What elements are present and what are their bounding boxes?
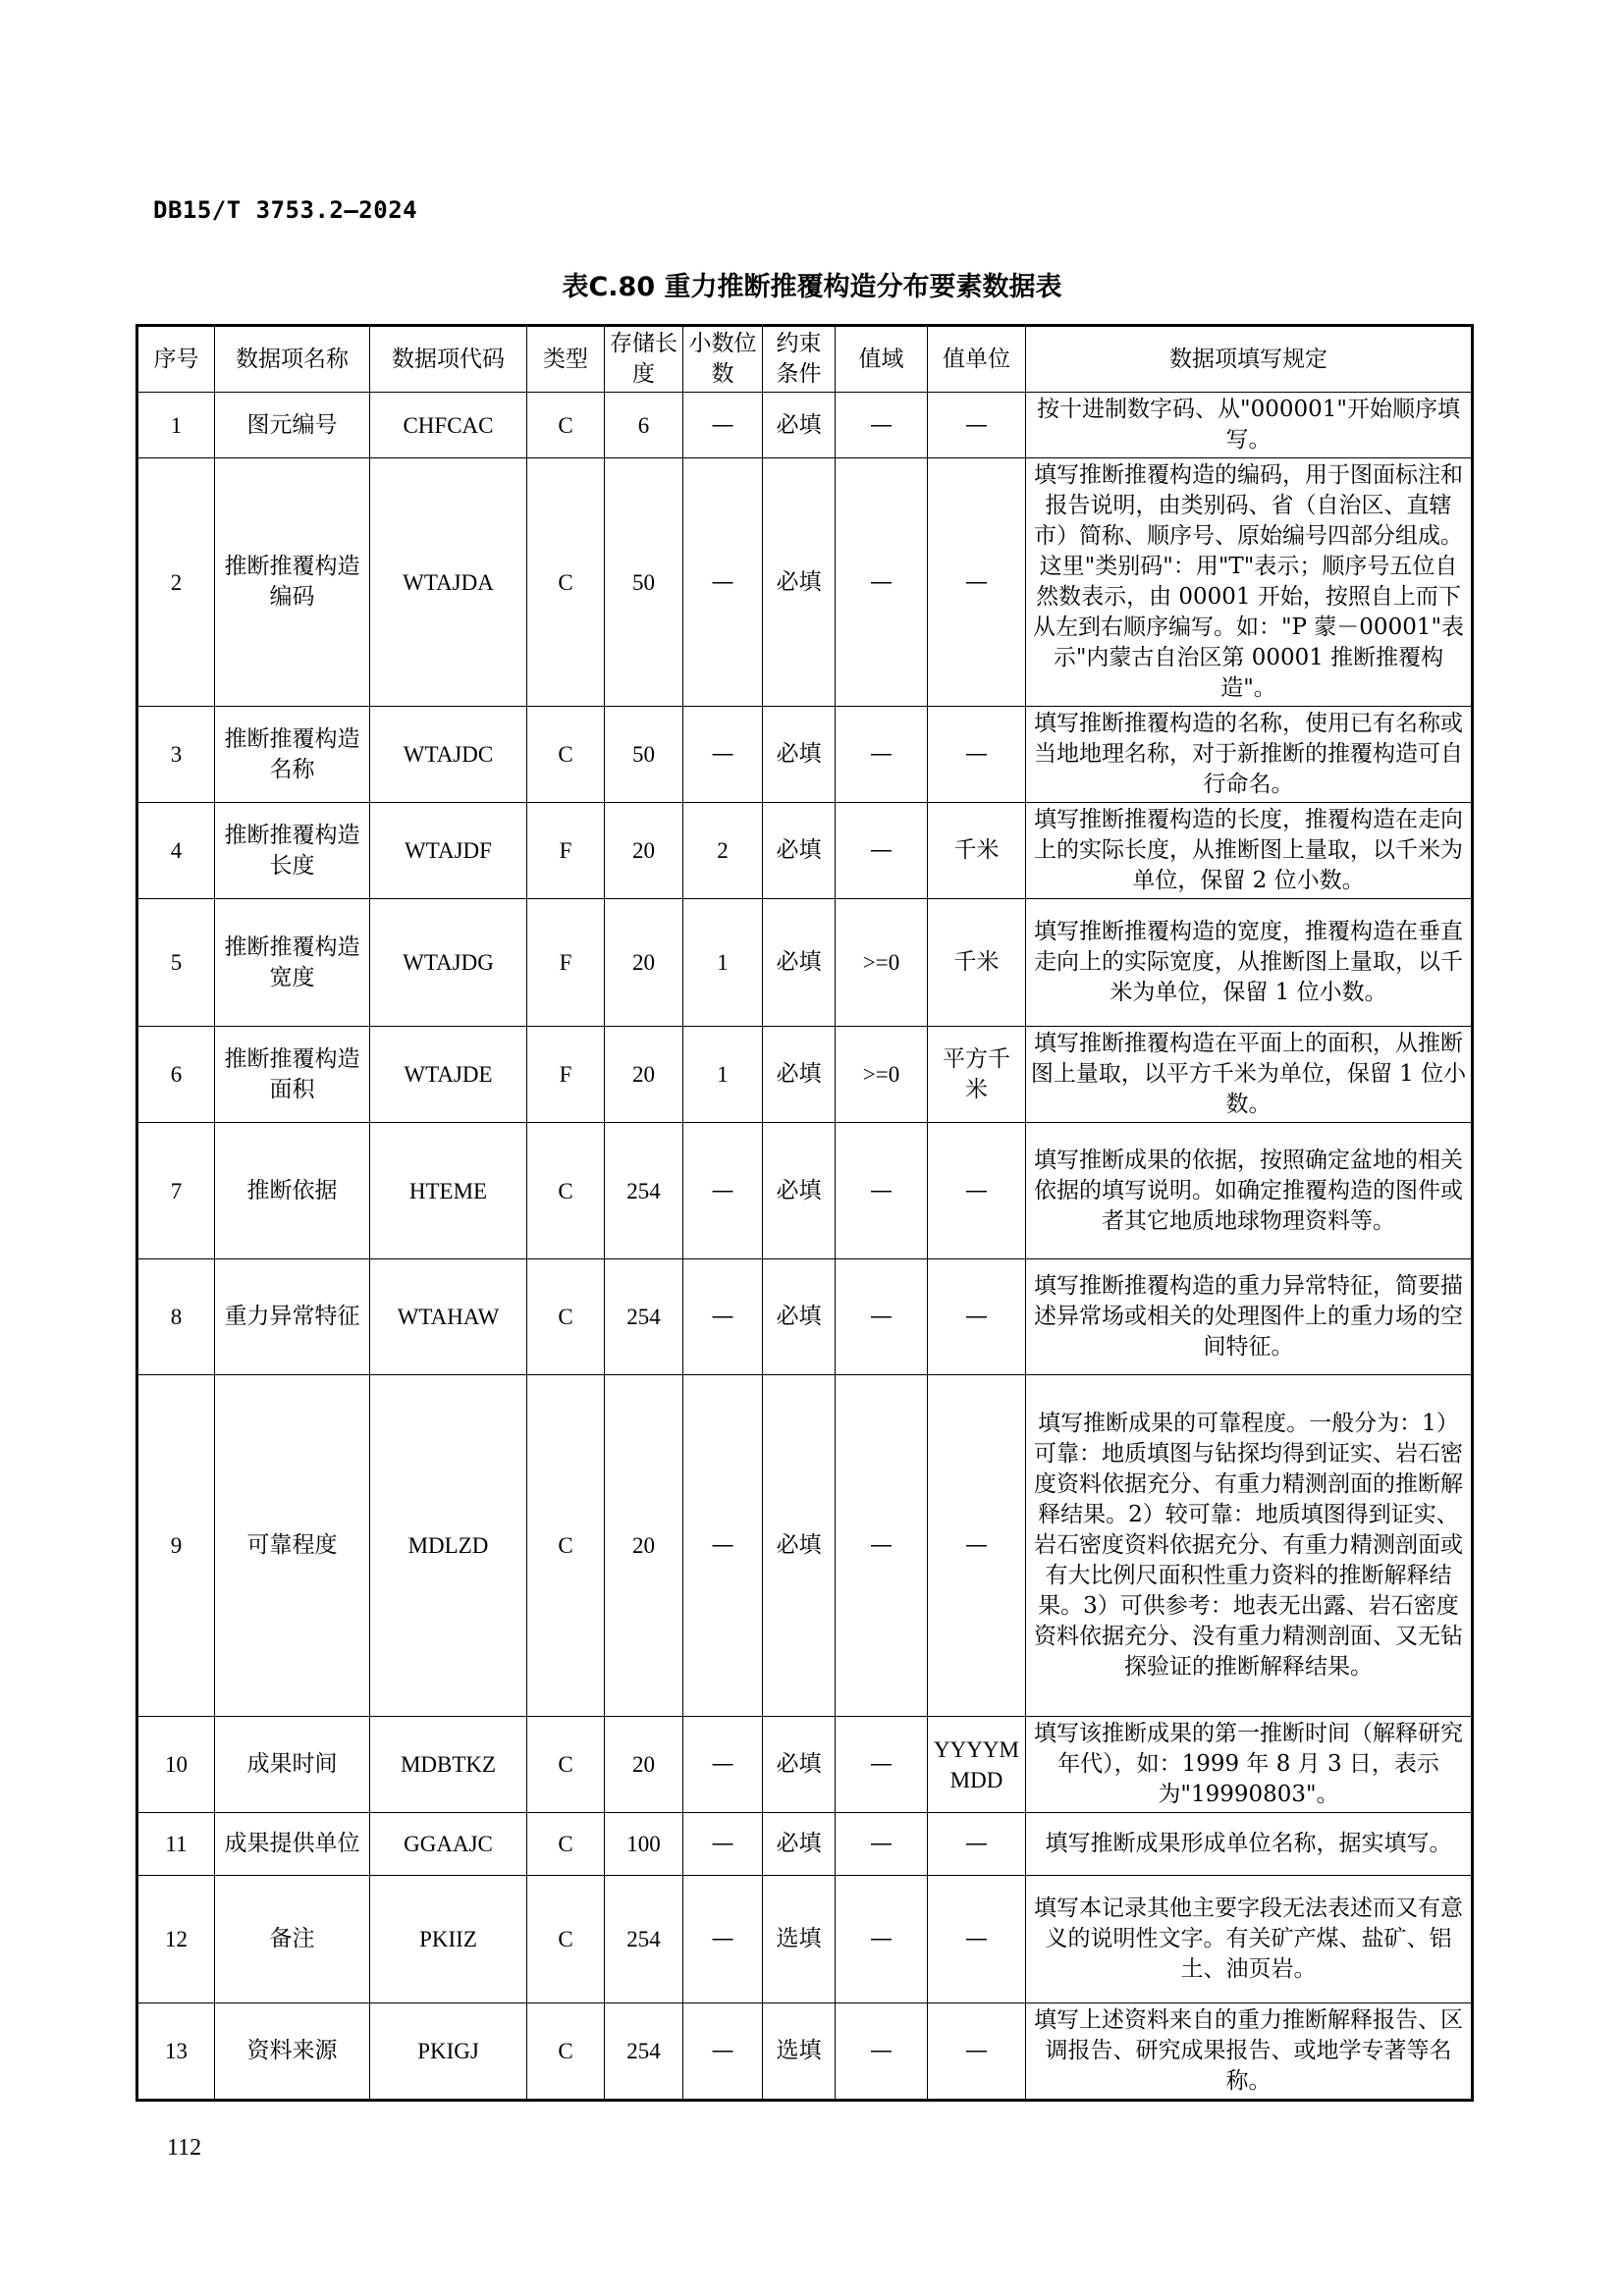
col-header-rule: 数据项填写规定 (1026, 326, 1473, 393)
cell-rule: 填写推断成果形成单位名称，据实填写。 (1026, 1813, 1473, 1876)
cell-no: 5 (137, 899, 215, 1027)
table-row (137, 803, 1473, 899)
cell-constraint: 必填 (763, 1813, 836, 1876)
cell-range: — (836, 1123, 928, 1259)
cell-constraint: 必填 (763, 803, 836, 899)
cell-unit: 千米 (928, 899, 1026, 1027)
cell-unit: — (928, 2003, 1026, 2101)
cell-no: 2 (137, 458, 215, 707)
col-header-decimals: 小数位数 (683, 326, 763, 393)
cell-rule: 填写本记录其他主要字段无法表述而又有意义的说明性文字。有关矿产煤、盐矿、铝土、油页岩。 (1026, 1876, 1473, 2003)
cell-type: C (527, 2003, 605, 2101)
document-code: DB15/T 3753.2—2024 (153, 196, 418, 224)
cell-range: — (836, 803, 928, 899)
cell-decimals: 1 (683, 899, 763, 1027)
cell-code: MDBTKZ (370, 1717, 527, 1813)
cell-type: C (527, 1375, 605, 1717)
table-row (137, 1027, 1473, 1123)
cell-rule: 填写推断推覆构造的名称，使用已有名称或当地地理名称，对于新推断的推覆构造可自行命名。 (1026, 707, 1473, 803)
cell-constraint: 必填 (763, 393, 836, 458)
table-row (137, 458, 1473, 707)
cell-code: WTAJDE (370, 1027, 527, 1123)
cell-code: WTAJDC (370, 707, 527, 803)
cell-code: WTAJDF (370, 803, 527, 899)
col-header-length: 存储长度 (605, 326, 683, 393)
cell-decimals: — (683, 458, 763, 707)
col-header-unit: 值单位 (928, 326, 1026, 393)
cell-name: 图元编号 (215, 393, 370, 458)
cell-constraint: 必填 (763, 1259, 836, 1375)
cell-decimals: — (683, 1375, 763, 1717)
cell-name: 推断推覆构造名称 (215, 707, 370, 803)
cell-rule: 填写推断推覆构造的编码，用于图面标注和报告说明，由类别码、省（自治区、直辖市）简称、顺序号、原始编号四部分组成。这里"类别码"：用"T"表示；顺序号五位自然数表示，由 00001 开始，按照自上而下从左到右顺序编写。如："P 蒙－00001"表示"内蒙古自治区第 00001 推断推覆构造"。 (1026, 458, 1473, 707)
cell-type: F (527, 899, 605, 1027)
cell-length: 50 (605, 707, 683, 803)
cell-unit: — (928, 1375, 1026, 1717)
cell-no: 6 (137, 1027, 215, 1123)
cell-code: GGAAJC (370, 1813, 527, 1876)
cell-rule: 填写上述资料来自的重力推断解释报告、区调报告、研究成果报告、或地学专著等名称。 (1026, 2003, 1473, 2101)
cell-length: 254 (605, 1259, 683, 1375)
cell-length: 20 (605, 803, 683, 899)
table-row (137, 899, 1473, 1027)
table-row (137, 1876, 1473, 2003)
data-spec-table (135, 324, 1474, 2102)
cell-decimals: — (683, 2003, 763, 2101)
cell-name: 成果提供单位 (215, 1813, 370, 1876)
col-header-range: 值域 (836, 326, 928, 393)
cell-type: C (527, 1813, 605, 1876)
cell-no: 1 (137, 393, 215, 458)
cell-name: 重力异常特征 (215, 1259, 370, 1375)
cell-constraint: 必填 (763, 1123, 836, 1259)
cell-unit: 平方千米 (928, 1027, 1026, 1123)
cell-code: PKIGJ (370, 2003, 527, 2101)
cell-range: — (836, 1876, 928, 2003)
col-header-no: 序号 (137, 326, 215, 393)
cell-type: C (527, 458, 605, 707)
table-row (137, 1717, 1473, 1813)
col-header-type: 类型 (527, 326, 605, 393)
cell-rule: 填写推断推覆构造的长度，推覆构造在走向上的实际长度，从推断图上量取，以千米为单位，保留 2 位小数。 (1026, 803, 1473, 899)
cell-type: C (527, 707, 605, 803)
cell-constraint: 必填 (763, 899, 836, 1027)
cell-unit: — (928, 707, 1026, 803)
table-row (137, 1259, 1473, 1375)
cell-name: 推断推覆构造长度 (215, 803, 370, 899)
cell-name: 推断推覆构造宽度 (215, 899, 370, 1027)
cell-length: 254 (605, 1123, 683, 1259)
cell-constraint: 选填 (763, 1876, 836, 2003)
cell-length: 50 (605, 458, 683, 707)
cell-decimals: — (683, 1123, 763, 1259)
cell-range: — (836, 707, 928, 803)
cell-range: — (836, 1375, 928, 1717)
cell-length: 20 (605, 1375, 683, 1717)
cell-unit: — (928, 1259, 1026, 1375)
cell-length: 254 (605, 1876, 683, 2003)
cell-decimals: — (683, 1259, 763, 1375)
cell-no: 12 (137, 1876, 215, 2003)
cell-name: 成果时间 (215, 1717, 370, 1813)
cell-length: 254 (605, 2003, 683, 2101)
cell-rule: 填写推断成果的依据，按照确定盆地的相关依据的填写说明。如确定推覆构造的图件或者其它地质地球物理资料等。 (1026, 1123, 1473, 1259)
cell-type: C (527, 393, 605, 458)
cell-range: — (836, 1717, 928, 1813)
col-header-constraint: 约束条件 (763, 326, 836, 393)
cell-code: WTAHAW (370, 1259, 527, 1375)
table-header-row (137, 326, 1473, 393)
cell-range: — (836, 1813, 928, 1876)
cell-no: 11 (137, 1813, 215, 1876)
cell-rule: 填写推断推覆构造在平面上的面积，从推断图上量取，以平方千米为单位，保留 1 位小数。 (1026, 1027, 1473, 1123)
cell-decimals: — (683, 1813, 763, 1876)
cell-rule: 填写该推断成果的第一推断时间（解释研究年代），如：1999 年 8 月 3 日，表示为"19990803"。 (1026, 1717, 1473, 1813)
cell-decimals: 1 (683, 1027, 763, 1123)
cell-code: PKIIZ (370, 1876, 527, 2003)
cell-decimals: — (683, 707, 763, 803)
cell-unit: 千米 (928, 803, 1026, 899)
cell-decimals: — (683, 1717, 763, 1813)
cell-name: 备注 (215, 1876, 370, 2003)
cell-no: 9 (137, 1375, 215, 1717)
cell-unit: YYYYMMDD (928, 1717, 1026, 1813)
cell-type: F (527, 803, 605, 899)
table-title: 表C.80 重力推断推覆构造分布要素数据表 (562, 272, 1062, 302)
cell-length: 20 (605, 1027, 683, 1123)
cell-type: C (527, 1259, 605, 1375)
cell-no: 7 (137, 1123, 215, 1259)
cell-decimals: 2 (683, 803, 763, 899)
cell-unit: — (928, 458, 1026, 707)
cell-no: 8 (137, 1259, 215, 1375)
cell-no: 13 (137, 2003, 215, 2101)
cell-code: WTAJDG (370, 899, 527, 1027)
cell-length: 6 (605, 393, 683, 458)
cell-type: F (527, 1027, 605, 1123)
cell-range: — (836, 458, 928, 707)
cell-constraint: 必填 (763, 1027, 836, 1123)
cell-no: 3 (137, 707, 215, 803)
table-row (137, 1813, 1473, 1876)
table-row (137, 1375, 1473, 1717)
cell-length: 20 (605, 1717, 683, 1813)
cell-length: 20 (605, 899, 683, 1027)
cell-constraint: 选填 (763, 2003, 836, 2101)
cell-no: 10 (137, 1717, 215, 1813)
cell-decimals: — (683, 1876, 763, 2003)
cell-name: 推断推覆构造面积 (215, 1027, 370, 1123)
cell-unit: — (928, 393, 1026, 458)
cell-constraint: 必填 (763, 707, 836, 803)
cell-decimals: — (683, 393, 763, 458)
cell-type: C (527, 1123, 605, 1259)
cell-no: 4 (137, 803, 215, 899)
cell-constraint: 必填 (763, 1375, 836, 1717)
cell-rule: 填写推断推覆构造的重力异常特征，简要描述异常场或相关的处理图件上的重力场的空间特征。 (1026, 1259, 1473, 1375)
cell-range: >=0 (836, 899, 928, 1027)
cell-code: HTEME (370, 1123, 527, 1259)
cell-name: 可靠程度 (215, 1375, 370, 1717)
cell-rule: 按十进制数字码、从"000001"开始顺序填写。 (1026, 393, 1473, 458)
cell-rule: 填写推断推覆构造的宽度，推覆构造在垂直走向上的实际宽度，从推断图上量取，以千米为单位，保留 1 位小数。 (1026, 899, 1473, 1027)
col-header-name: 数据项名称 (215, 326, 370, 393)
cell-length: 100 (605, 1813, 683, 1876)
cell-unit: — (928, 1123, 1026, 1259)
cell-code: MDLZD (370, 1375, 527, 1717)
table-row (137, 1123, 1473, 1259)
table-row (137, 393, 1473, 458)
cell-range: — (836, 1259, 928, 1375)
cell-unit: — (928, 1876, 1026, 2003)
cell-range: >=0 (836, 1027, 928, 1123)
table-row (137, 2003, 1473, 2101)
col-header-code: 数据项代码 (370, 326, 527, 393)
cell-type: C (527, 1717, 605, 1813)
cell-code: CHFCAC (370, 393, 527, 458)
cell-type: C (527, 1876, 605, 2003)
cell-rule: 填写推断成果的可靠程度。一般分为：1）可靠：地质填图与钻探均得到证实、岩石密度资料依据充分、有重力精测剖面的推断解释结果。2）较可靠：地质填图得到证实、岩石密度资料依据充分、有重力精测剖面或有大比例尺面积性重力资料的推断解释结果。3）可供参考：地表无出露、岩石密度资料依据充分、没有重力精测剖面、又无钻探验证的推断解释结果。 (1026, 1375, 1473, 1717)
cell-range: — (836, 393, 928, 458)
table-row (137, 707, 1473, 803)
page-number: 112 (167, 2135, 202, 2161)
cell-constraint: 必填 (763, 458, 836, 707)
cell-constraint: 必填 (763, 1717, 836, 1813)
cell-name: 推断依据 (215, 1123, 370, 1259)
cell-unit: — (928, 1813, 1026, 1876)
cell-range: — (836, 2003, 928, 2101)
cell-code: WTAJDA (370, 458, 527, 707)
cell-name: 资料来源 (215, 2003, 370, 2101)
cell-name: 推断推覆构造编码 (215, 458, 370, 707)
